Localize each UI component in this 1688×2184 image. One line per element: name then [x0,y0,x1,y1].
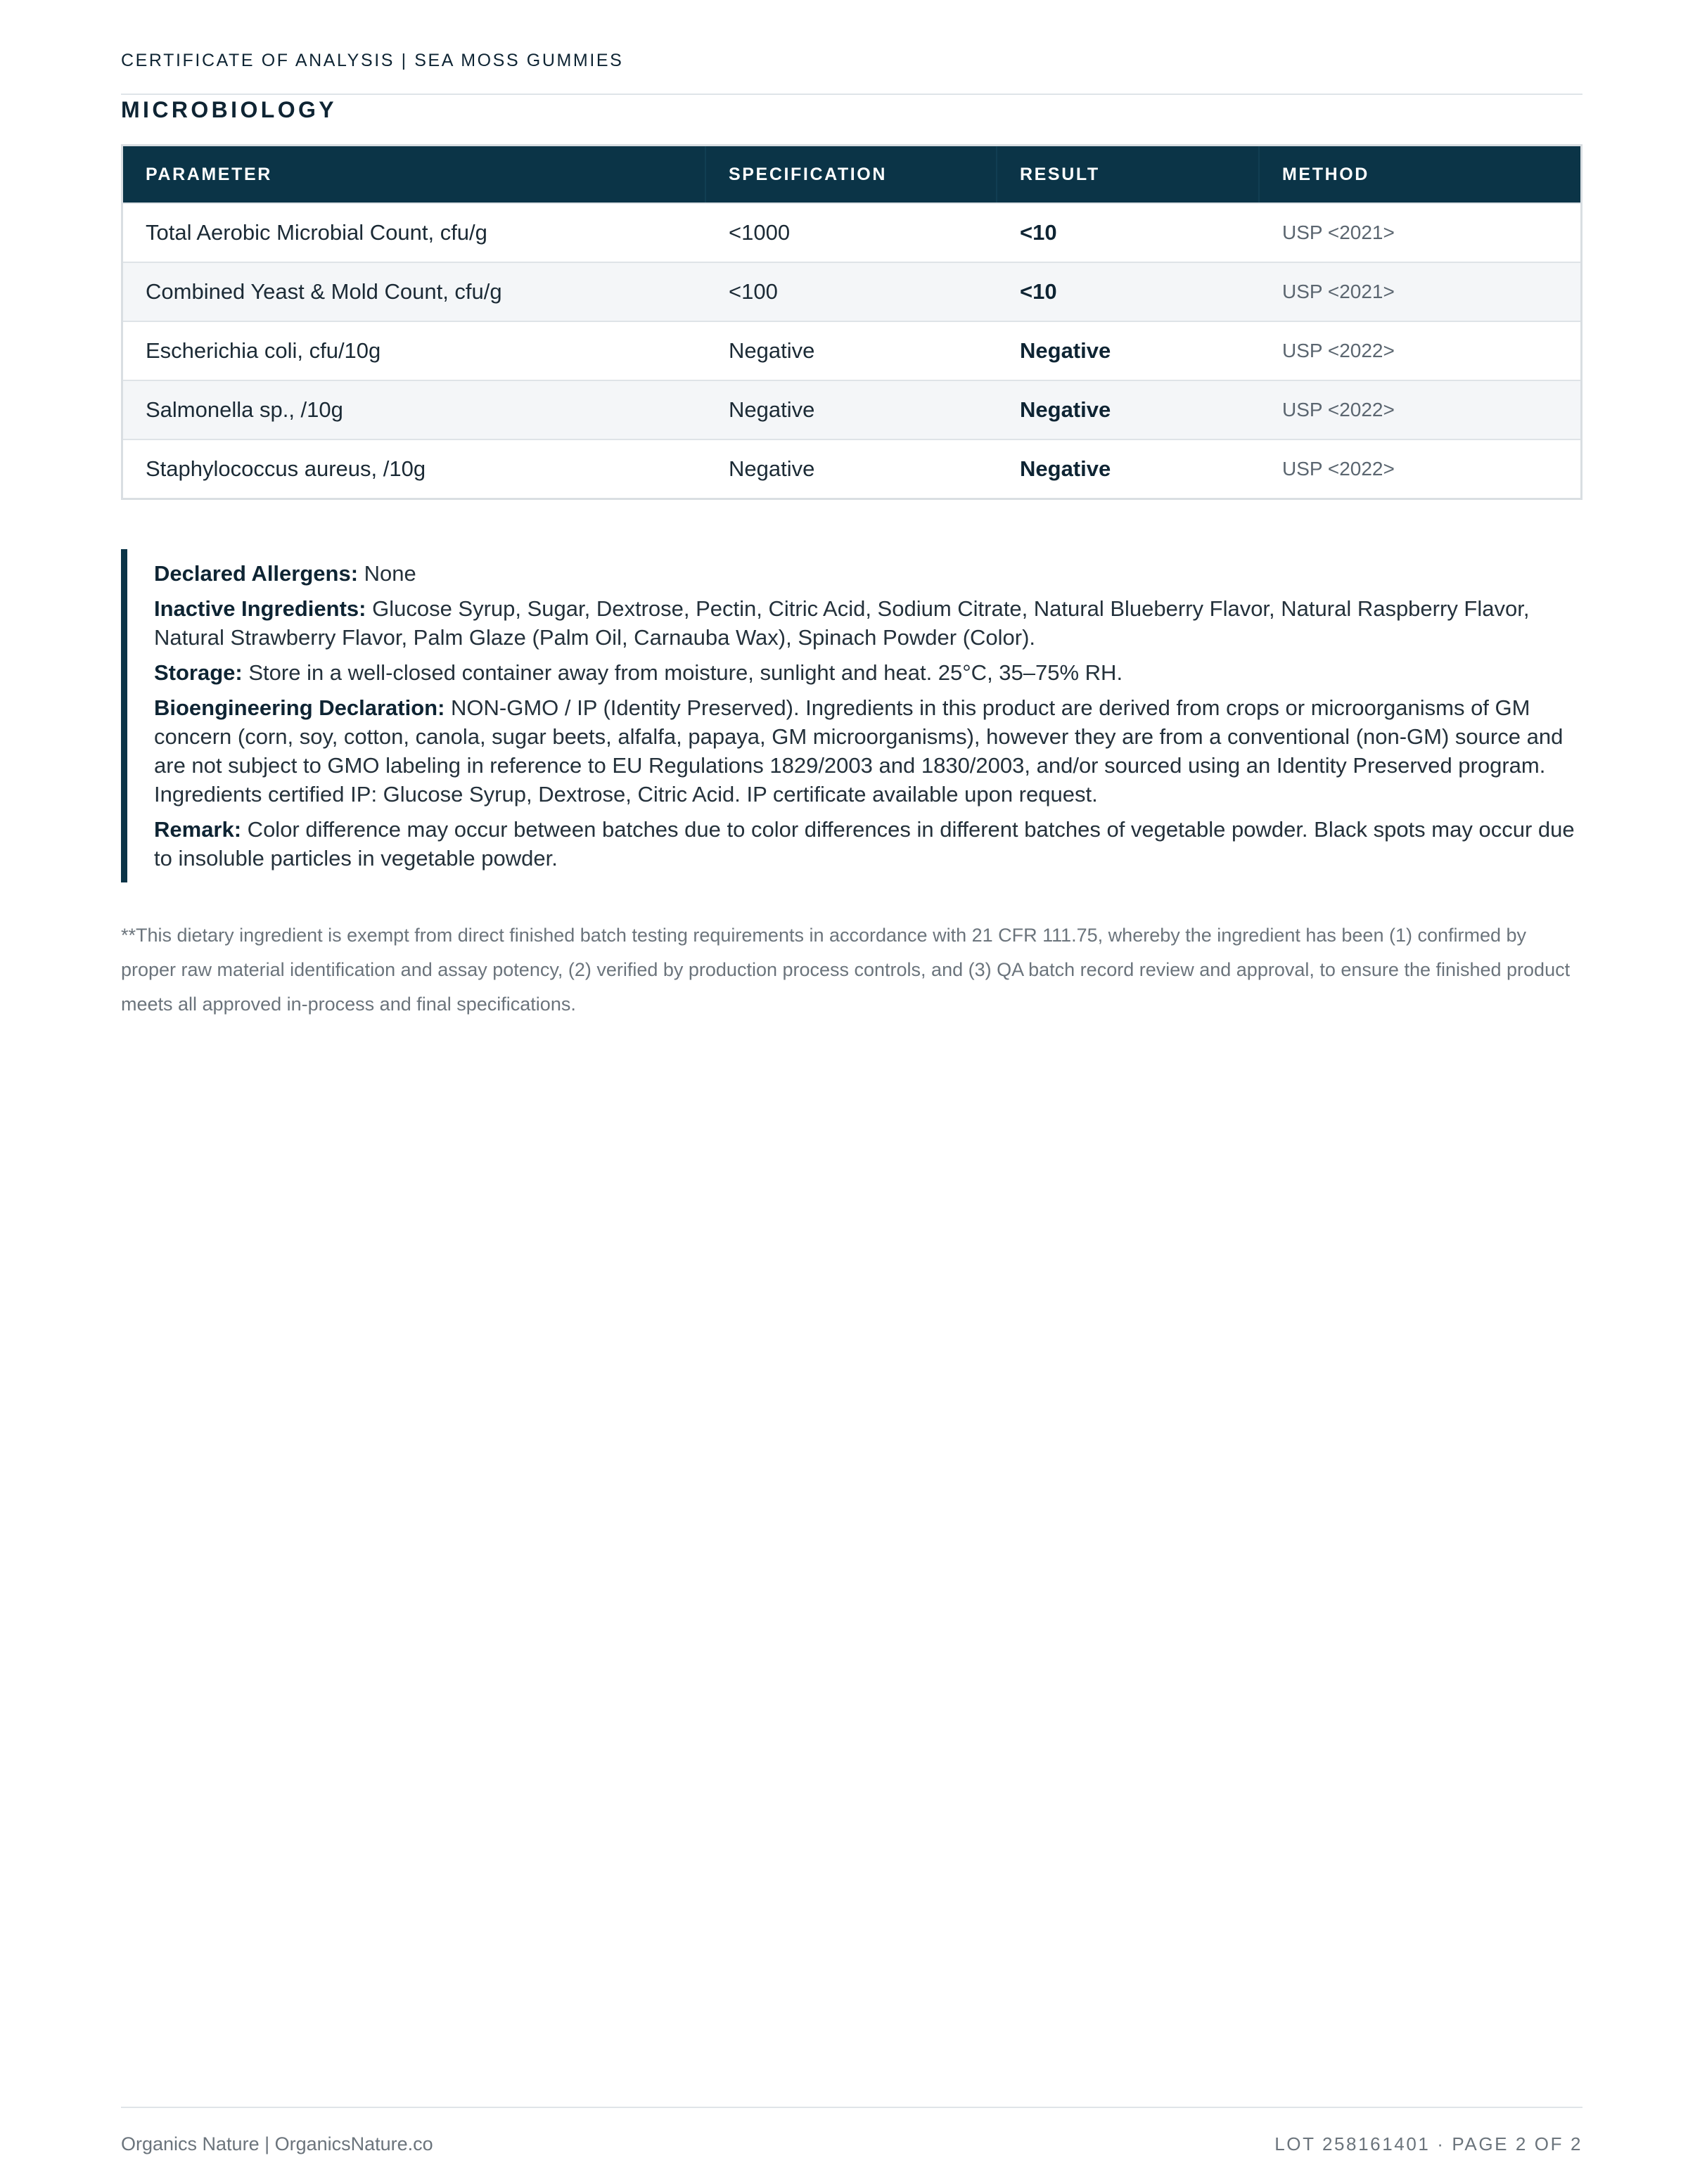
method-cell: USP <2021> [1282,221,1395,243]
table-row [123,380,1580,439]
product-notes [121,549,1582,882]
method-cell: USP <2022> [1282,340,1395,361]
exemption-footnote: **This dietary ingredient is exempt from direct finished batch testing requirements in accordance with 21 CFR 111.75, whereby the ingredient has been (1) confirmed by proper raw material identification and assay potency, (2) verified by production process controls, and (3) QA batch record review and approval, to ensure the finished product meets all approved in-process and final specifications. [121,925,1571,1015]
header-divider [121,94,1582,95]
column-header-parameter: PARAMETER [123,146,706,203]
inactive-ingredients-note [154,594,1582,652]
note-label: Storage: [154,660,243,685]
result-cell: Negative [1020,456,1111,481]
specification-cell: <100 [729,279,778,304]
table-row [123,321,1580,380]
note-label: Declared Allergens: [154,561,359,586]
parameter-cell: Total Aerobic Microbial Count, cfu/g [146,220,487,245]
column-header-result: RESULT [997,146,1260,203]
method-cell: USP <2022> [1282,399,1395,420]
parameter-cell: Salmonella sp., /10g [146,397,343,422]
result-cell: Negative [1020,397,1111,422]
table-row [123,439,1580,498]
document-header: CERTIFICATE OF ANALYSIS | SEA MOSS GUMMIES [121,51,624,70]
declared-allergens-note [154,559,1582,588]
note-text: None [358,561,416,586]
section-title: MICROBIOLOGY [121,97,338,122]
note-label: Bioengineering Declaration: [154,695,445,720]
storage-note [154,658,1582,687]
method-cell: USP <2021> [1282,281,1395,302]
specification-cell: Negative [729,397,815,422]
result-cell: <10 [1020,279,1057,304]
specification-cell: Negative [729,338,815,363]
result-cell: Negative [1020,338,1111,363]
table-row [123,262,1580,321]
specification-cell: <1000 [729,220,791,245]
note-label: Remark: [154,817,242,842]
result-cell: <10 [1020,220,1057,245]
note-text: Color difference may occur between batches due to color differences in different batches of vegetable powder. Black spots may occur due to insoluble particles in vegetable powder. [154,817,1575,871]
note-text: Store in a well-closed container away from moisture, sunlight and heat. 25°C, 35–75% RH. [242,660,1123,685]
footer-lot-page: LOT 258161401 · PAGE 2 OF 2 [1274,2133,1582,2154]
column-header-method: METHOD [1282,165,1369,184]
remark-note [154,815,1582,873]
note-text: NON-GMO / IP (Identity Preserved). Ingredients in this product are derived from crops or microorganisms of GM concern (corn, soy, cotton, canola, sugar beets, alfalfa, papaya, GM microorganisms), however they are from a conventional (non-GM) source and are not subject to GMO labeling in reference to EU Regulations 1829/2003 and 1830/2003, and/or sourced using an Identity Preserved program. Ingredients certified IP: Glucose Syrup, Dextrose, Citric Acid. IP certificate available upon request. [154,695,1564,807]
footer-company: Organics Nature | OrganicsNature.co [121,2133,433,2154]
note-text: Glucose Syrup, Sugar, Dextrose, Pectin, Citric Acid, Sodium Citrate, Natural Blueberry Flavor, Natural Raspberry Flavor, Natural Strawberry Flavor, Palm Glaze (Palm Oil, Carnauba Wax), Spinach Powder (Color). [154,596,1530,650]
parameter-cell: Combined Yeast & Mold Count, cfu/g [146,279,502,304]
specification-cell: Negative [729,456,815,481]
column-header-specification: SPECIFICATION [706,146,997,203]
table-header [123,146,1580,203]
footer-divider [121,2107,1582,2108]
bioengineering-declaration-note [154,693,1582,809]
note-label: Inactive Ingredients: [154,596,366,621]
parameter-cell: Escherichia coli, cfu/10g [146,338,381,363]
method-cell: USP <2022> [1282,458,1395,480]
table-row [123,203,1580,262]
microbiology-table [121,144,1582,500]
parameter-cell: Staphylococcus aureus, /10g [146,456,426,481]
